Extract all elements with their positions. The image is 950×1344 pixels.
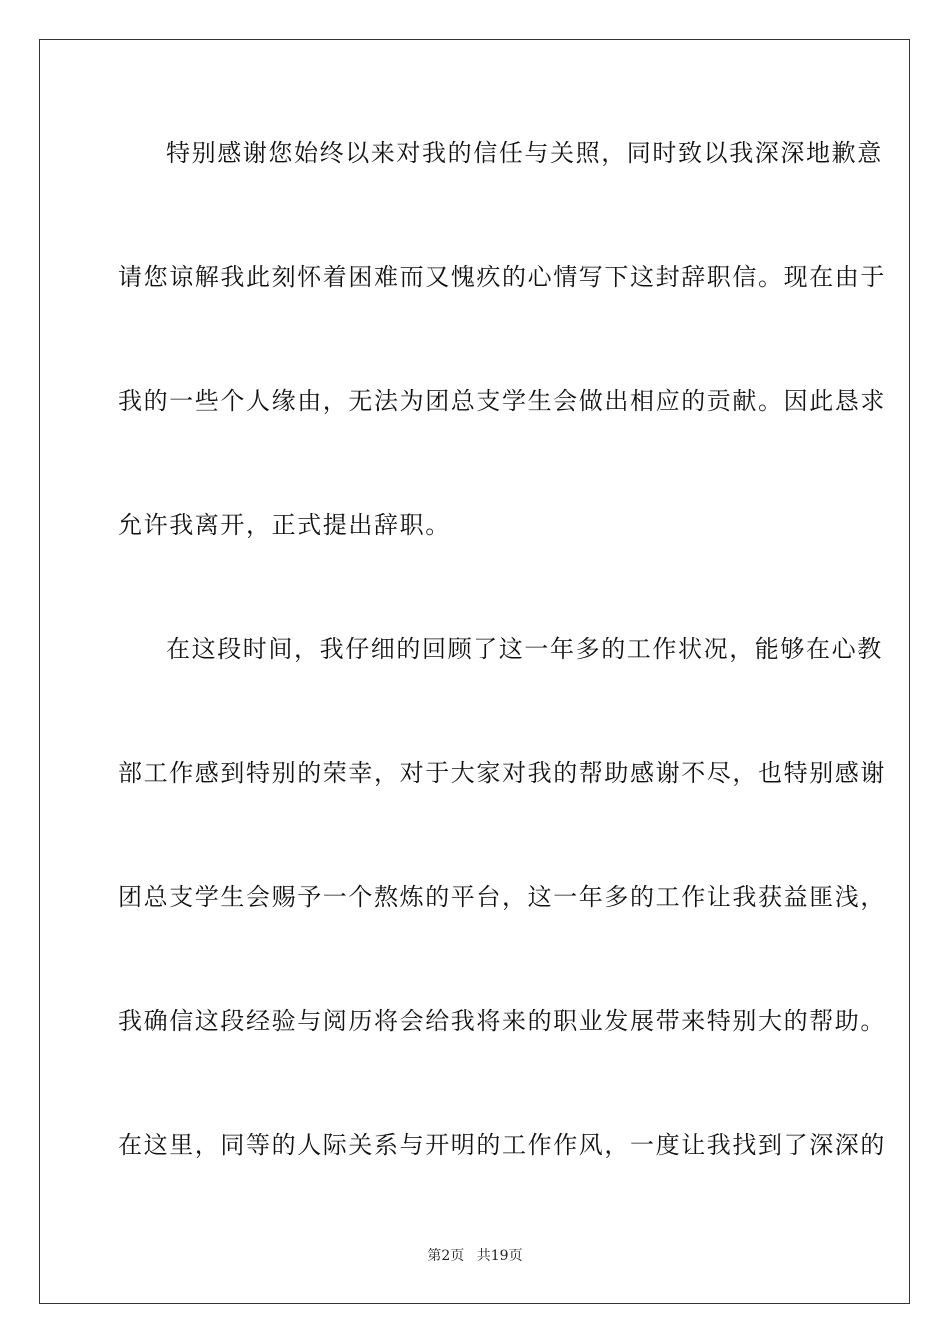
body-line-1: 特别感谢您始终以来对我的信任与关照，同时致以我深深地歉意: [166, 139, 883, 167]
body-line-9: 在这里，同等的人际关系与开明的工作作风，一度让我找到了深深的: [118, 1131, 886, 1159]
page-number: 第2页: [427, 1248, 465, 1264]
page-border: [39, 39, 910, 1304]
body-line-2: 请您谅解我此刻怀着困难而又愧疚的心情写下这封辞职信。现在由于: [118, 263, 886, 291]
body-line-3: 我的一些个人缘由，无法为团总支学生会做出相应的贡献。因此恳求: [118, 387, 886, 415]
body-line-6: 部工作感到特别的荣幸，对于大家对我的帮助感谢不尽，也特别感谢: [118, 759, 886, 787]
body-line-4: 允许我离开，正式提出辞职。: [118, 511, 451, 539]
body-line-5: 在这段时间，我仔细的回顾了这一年多的工作状况，能够在心教: [166, 635, 883, 663]
body-line-8: 我确信这段经验与阅历将会给我将来的职业发展带来特别大的帮助。: [118, 1007, 886, 1035]
body-line-7: 团总支学生会赐予一个熬炼的平台，这一年多的工作让我获益匪浅，: [118, 883, 886, 911]
page-footer: [0, 1246, 950, 1266]
page-total: 共19页: [476, 1248, 523, 1264]
